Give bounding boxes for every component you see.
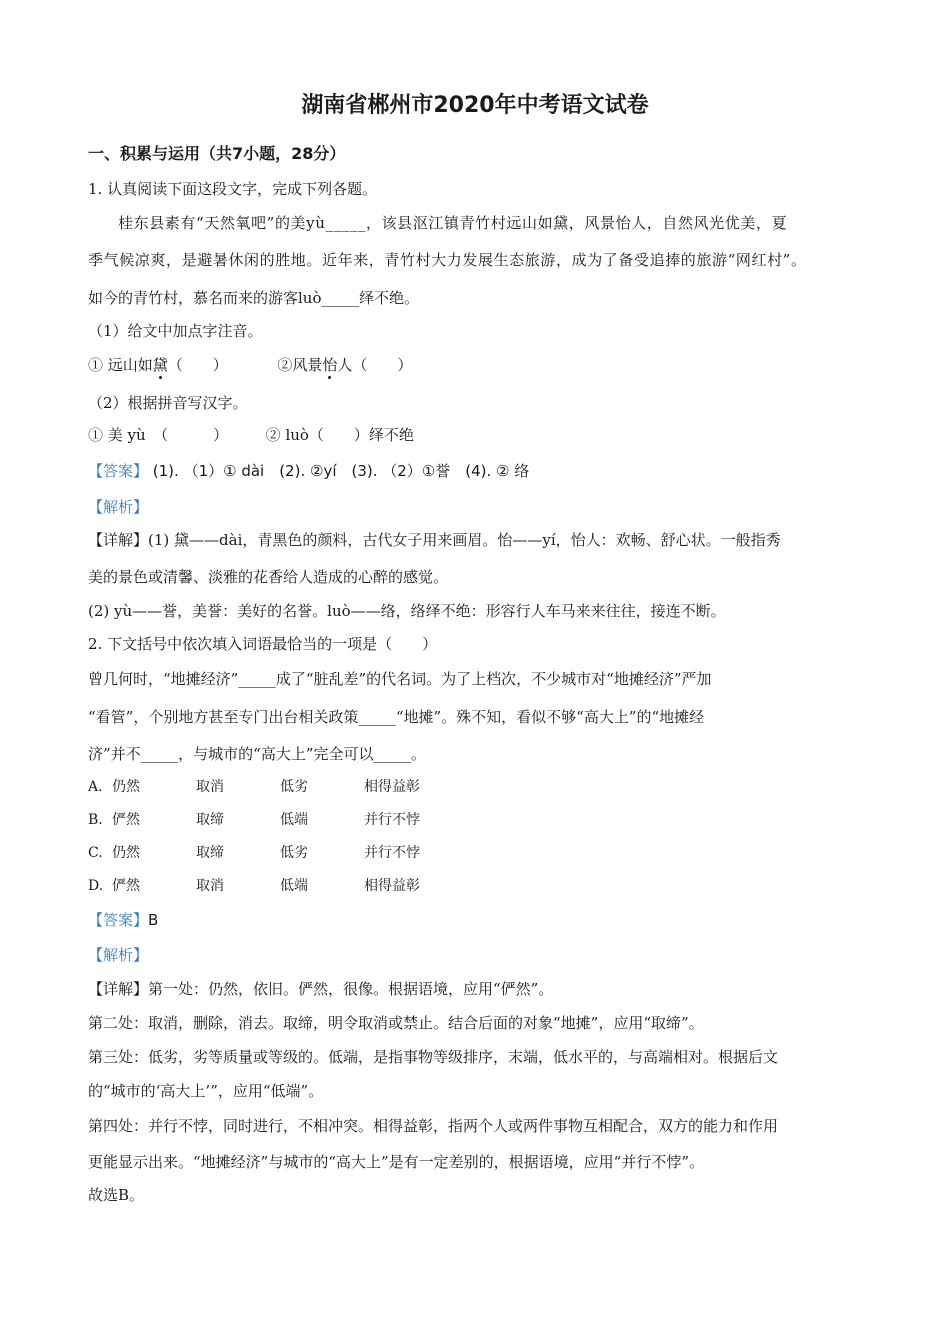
answer-text: (1). （1）① dài (2). ②yí (3). （2）①誉 (4). ② 络 [148, 462, 530, 480]
q2-detail-line [88, 979, 553, 999]
q2-detail-line: 的“城市的‘高大上’”，应用“低端”。 [88, 1082, 324, 1100]
q1-paragraph-line: 桂东县素有“天然氧吧”的美yù_____，该县沤江镇青竹村远山如黛，风景怡人，自然风光优美，夏 [118, 214, 788, 232]
option-word: 仍然 [112, 779, 140, 795]
option-word: 相得益彰 [364, 878, 420, 894]
q1-answer [88, 461, 529, 481]
q1-detail-line: (2) yù——誉，美誉：美好的名誉。luò——络，络绎不绝：形容行人车马来来往往，接连不断。 [88, 602, 726, 620]
option-word: 俨然 [112, 812, 140, 828]
page-title: 湖南省郴州市2020年中考语文试卷 [301, 93, 649, 118]
option-word: 取缔 [196, 845, 224, 861]
analysis-tag: 【解析】 [88, 498, 149, 516]
option-row-d [88, 876, 588, 896]
q1-sub-question-2: （2）根据拼音写汉字。 [88, 394, 248, 412]
dotted-character: 怡 [322, 356, 338, 374]
q2-detail-line: 更能显示出来。“地摊经济”与城市的“高大上”是有一定差别的，根据语境，应用“并行不悖”。 [88, 1153, 705, 1171]
detail-tag: 【详解】 [88, 980, 149, 998]
question-2-stem: 2. 下文括号中依次填入词语最恰当的一项是（ ） [88, 635, 438, 653]
option-word: 取缔 [196, 812, 224, 828]
q2-detail-line: 第四处：并行不悖，同时进行，不相冲突。相得益彰，指两个人或两件事物互相配合，双方的能力和作用 [88, 1117, 779, 1135]
question-1-stem: 1. 认真阅读下面这段文字，完成下列各题。 [88, 180, 378, 198]
q2-paragraph-line: 曾几何时，“地摊经济”_____成了“脏乱差”的代名词。为了上档次，不少城市对“地摊经济”严加 [88, 670, 712, 688]
section-heading: 一、积累与运用（共7小题，28分） [88, 144, 346, 163]
q1-detail-line [88, 530, 781, 550]
option-row-b [88, 810, 588, 830]
option-word: 并行不悖 [364, 845, 420, 861]
q1-sub1-item-a-blank: （ ） [167, 356, 228, 374]
q1-sub1-item-b-blank: 人（ ） [337, 356, 413, 374]
option-word: 低端 [280, 878, 308, 894]
option-word: 取消 [196, 779, 224, 795]
answer-text: B [148, 911, 159, 929]
dotted-character: 黛 [152, 356, 168, 374]
q2-detail-line: 第三处：低劣，劣等质量或等级的。低端，是指事物等级排序，末端，低水平的，与高端相对。根据后文 [88, 1048, 779, 1066]
analysis-tag: 【解析】 [88, 946, 149, 964]
option-word: 低劣 [280, 845, 308, 861]
q1-detail-line: 美的景色或清馨、淡雅的花香给人造成的心醉的感觉。 [88, 568, 449, 586]
q2-detail-line: 故选B。 [88, 1186, 145, 1204]
option-word: 俨然 [112, 878, 140, 894]
detail-text: (1) 黛——dài，青黑色的颜料，古代女子用来画眉。怡——yí，怡人：欢畅、舒心状。一般指秀 [148, 531, 781, 549]
option-label: A. [88, 779, 103, 795]
q1-sub1-item-a-prefix: ① 远山如 [88, 356, 153, 374]
option-row-a [88, 777, 588, 797]
detail-text: 第一处：仍然，依旧。俨然，很像。根据语境，应用“俨然”。 [148, 980, 554, 998]
q2-paragraph-line: 济”并不_____，与城市的“高大上”完全可以_____。 [88, 745, 427, 763]
q1-sub-question-1: （1）给文中加点字注音。 [88, 322, 263, 340]
detail-tag: 【详解】 [88, 531, 149, 549]
option-word: 相得益彰 [364, 779, 420, 795]
option-label: C. [88, 845, 103, 861]
q2-detail-line: 第二处：取消，删除，消去。取缔，明令取消或禁止。结合后面的对象“地摊”，应用“取缔”。 [88, 1014, 704, 1032]
option-word: 低端 [280, 812, 308, 828]
option-label: B. [88, 812, 103, 828]
option-word: 仍然 [112, 845, 140, 861]
answer-tag: 【答案】 [88, 462, 149, 480]
option-row-c [88, 843, 588, 863]
answer-tag: 【答案】 [88, 911, 149, 929]
q1-paragraph-line: 季气候凉爽，是避暑休闲的胜地。近年来，青竹村大力发展生态旅游，成为了备受追捧的旅游“网红村”。 [88, 251, 807, 269]
q2-paragraph-line: “看管”，个别地方甚至专门出台相关政策_____“地摊”。殊不知，看似不够“高大上”的“地摊经 [88, 708, 705, 726]
q1-sub1-items [88, 355, 412, 375]
option-word: 取消 [196, 878, 224, 894]
q2-answer [88, 910, 158, 930]
q1-sub1-item-b-prefix: ②风景 [277, 356, 323, 374]
option-label: D. [88, 878, 104, 894]
option-word: 低劣 [280, 779, 308, 795]
q1-sub2-items: ① 美 yù （ ） ② luò（ ）绎不绝 [88, 426, 414, 444]
q1-paragraph-line: 如今的青竹村，慕名而来的游客luò_____绎不绝。 [88, 289, 419, 307]
option-word: 并行不悖 [364, 812, 420, 828]
